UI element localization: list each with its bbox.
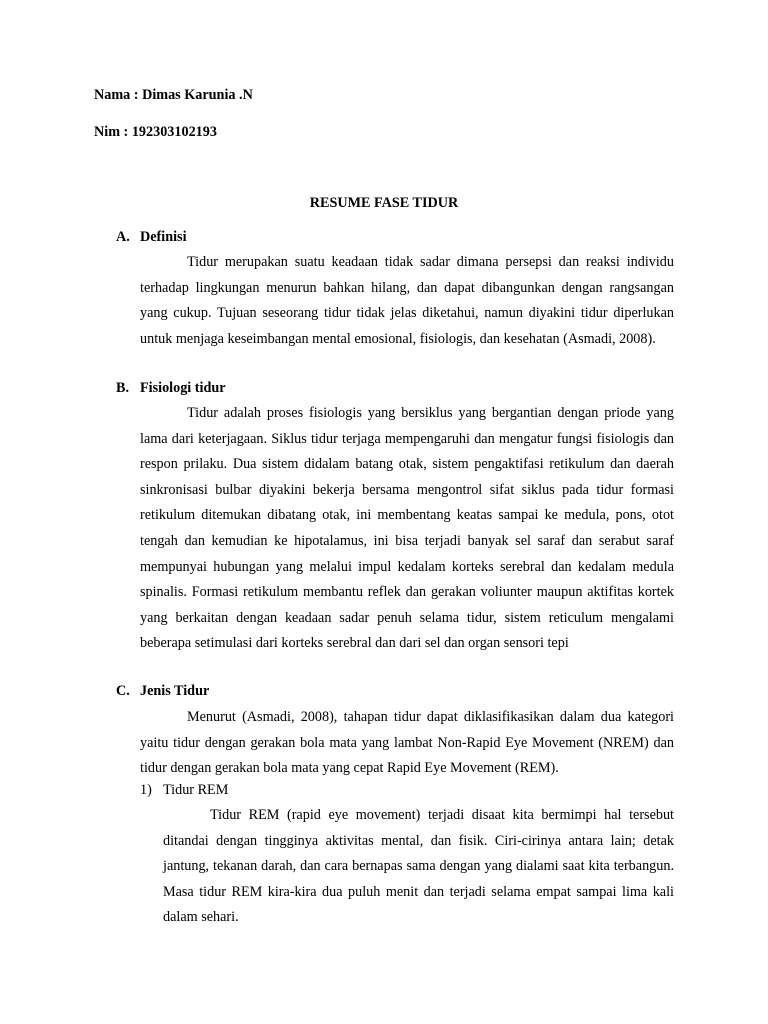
- subsection-1-paragraph: Tidur REM (rapid eye movement) terjadi disaat kita bermimpi hal tersebut ditandai dengan tingginya aktivitas mental, dan fisik. Ciri-cirinya antara lain; detak jantung, tekanan darah, dan cara bernapas sama dengan yang dialami saat kita terbangun. Masa tidur REM kira-kira dua puluh menit dan terjadi selama empat sampai lima kali dalam sehari.: [163, 807, 674, 926]
- student-name: Nama : Dimas Karunia .N: [94, 87, 253, 103]
- section-b-paragraph: Tidur adalah proses fisiologis yang bersiklus yang bergantian dengan priode yang lama dari keterjagaan. Siklus tidur terjaga mempengaruhi dan mengatur fungsi fisiologis dan respon prilaku. Dua sistem didalam batang otak, sistem pengaktifasi retikulum dan daerah sinkronisasi bulbar diyakini bekerja bersama mengontrol sifat siklus pada tidur formasi retikulum ditemukan dibatang otak, ini membentang keatas sampai ke medula, pons, otot tengah dan kemudian ke hipotalamus, ini bisa terjadi banyak sel saraf dan serabut saraf mempunyai hubungan yang melalui impul kedalam korteks serebral dan kedalam medula spinalis. Formasi retikulum membantu reflek dan gerakan voliunter maupun aktifitas kortek yang berkaitan dengan keadaan sadar penuh selama tidur, sistem reticulum mengalami beberapa setimulasi dari korteks serebral dan dari sel dan organ sensori tepi: [140, 405, 674, 652]
- section-a-heading: Definisi: [140, 229, 187, 245]
- section-a-paragraph: Tidur merupakan suatu keadaan tidak sadar dimana persepsi dan reaksi individu terhadap lingkungan menurun bahkan hilang, dan dapat dibangunkan dengan rangsangan yang cukup. Tujuan seseorang tidur tidak jelas diketahui, namun diyakini tidur diperlukan untuk menjaga keseimbangan mental emosional, fisiologis, dan kesehatan (Asmadi, 2008).: [140, 254, 674, 347]
- subsection-1-heading: Tidur REM: [163, 782, 229, 798]
- section-b-heading: Fisiologi tidur: [140, 380, 226, 396]
- section-c-heading: Jenis Tidur: [140, 683, 210, 699]
- document-title: RESUME FASE TIDUR: [309, 195, 459, 211]
- section-b-marker: B.: [116, 380, 130, 396]
- section-c-marker: C.: [116, 683, 130, 699]
- section-a-marker: A.: [116, 229, 130, 245]
- subsection-1-marker: 1): [140, 782, 152, 798]
- section-c-paragraph: Menurut (Asmadi, 2008), tahapan tidur dapat diklasifikasikan dalam dua kategori yaitu tidur dengan gerakan bola mata yang lambat Non-Rapid Eye Movement (NREM) dan tidur dengan gerakan bola mata yang cepat Rapid Eye Movement (REM).: [140, 709, 674, 777]
- student-nim: Nim : 192303102193: [94, 124, 217, 140]
